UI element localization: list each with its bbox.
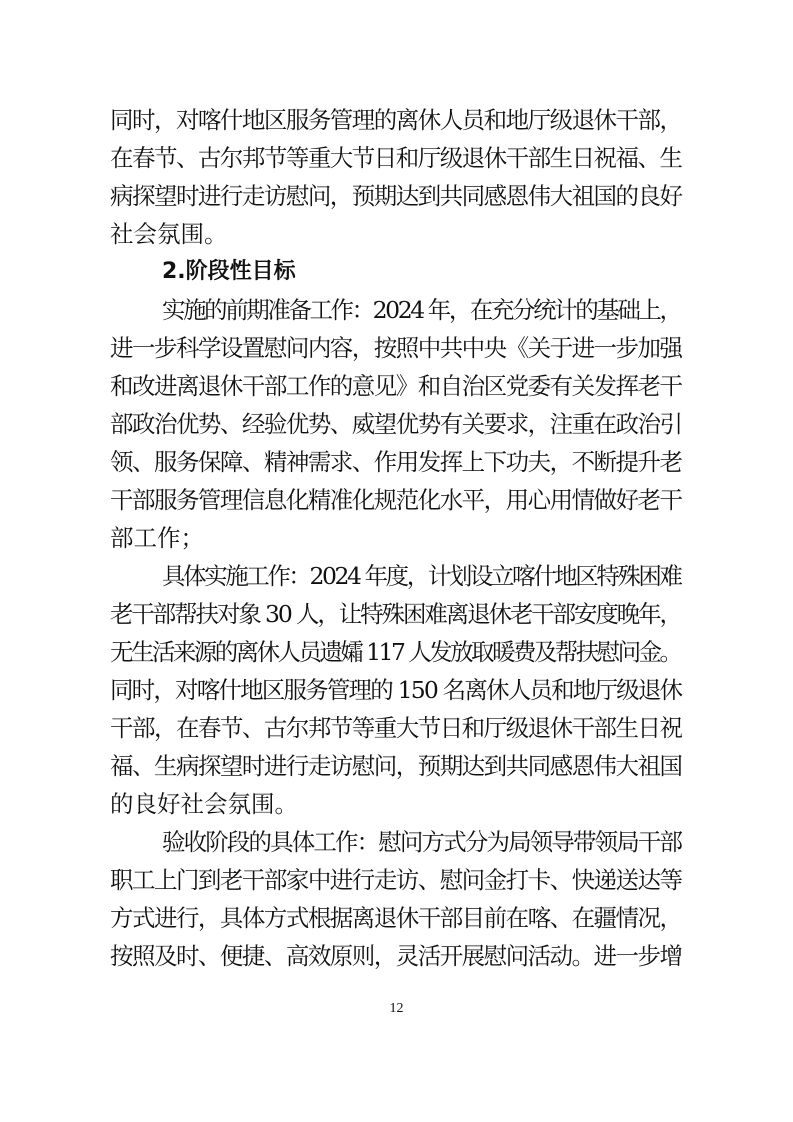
body-text-line: 和改进离退休干部工作的意见》和自治区党委有关发挥老干 bbox=[110, 372, 682, 400]
body-text-line: 具体实施工作：2024 年度，计划设立喀什地区特殊困难 bbox=[162, 562, 681, 590]
body-text-line: 福、生病探望时进行走访慰问，预期达到共同感恩伟大祖国 bbox=[110, 752, 682, 780]
body-text-line: 老干部帮扶对象 30 人，让特殊困难离退休老干部安度晚年， bbox=[110, 600, 681, 628]
body-text-line: 病探望时进行走访慰问，预期达到共同感恩伟大祖国的良好 bbox=[110, 182, 682, 210]
body-text-line: 在春节、古尔邦节等重大节日和厅级退休干部生日祝福、生 bbox=[110, 144, 682, 172]
body-text-line: 部工作； bbox=[110, 524, 204, 552]
section-heading: 2.阶段性目标 bbox=[162, 259, 296, 284]
body-text-line: 干部，在春节、古尔邦节等重大节日和厅级退休干部生日祝 bbox=[110, 714, 682, 742]
body-text-line: 同时，对喀什地区服务管理的离休人员和地厅级退休干部， bbox=[110, 106, 682, 134]
body-text-line: 验收阶段的具体工作：慰问方式分为局领导带领局干部 bbox=[162, 828, 682, 856]
page-number: 12 bbox=[389, 1001, 404, 1016]
body-text-line: 实施的前期准备工作：2024 年，在充分统计的基础上， bbox=[162, 296, 681, 324]
body-text-line: 进一步科学设置慰问内容，按照中共中央《关于进一步加强 bbox=[110, 334, 682, 362]
body-text-line: 方式进行，具体方式根据离退休干部目前在喀、在疆情况， bbox=[110, 904, 682, 932]
body-text-line: 的良好社会氛围。 bbox=[110, 790, 298, 818]
body-text-line: 干部服务管理信息化精准化规范化水平，用心用情做好老干 bbox=[110, 486, 682, 514]
body-text-line: 无生活来源的离休人员遗孀 117 人发放取暖费及帮扶慰问金。 bbox=[110, 638, 681, 666]
body-text-line: 同时，对喀什地区服务管理的 150 名离休人员和地厅级退休 bbox=[110, 676, 682, 704]
body-text-line: 职工上门到老干部家中进行走访、慰问金打卡、快递送达等 bbox=[110, 866, 682, 894]
body-text-line: 社会氛围。 bbox=[110, 220, 228, 248]
body-text-line: 领、服务保障、精神需求、作用发挥上下功夫，不断提升老 bbox=[110, 448, 682, 476]
body-text-line: 部政治优势、经验优势、威望优势有关要求，注重在政治引 bbox=[110, 410, 682, 438]
body-text-line: 按照及时、便捷、高效原则，灵活开展慰问活动。进一步增 bbox=[110, 942, 682, 970]
